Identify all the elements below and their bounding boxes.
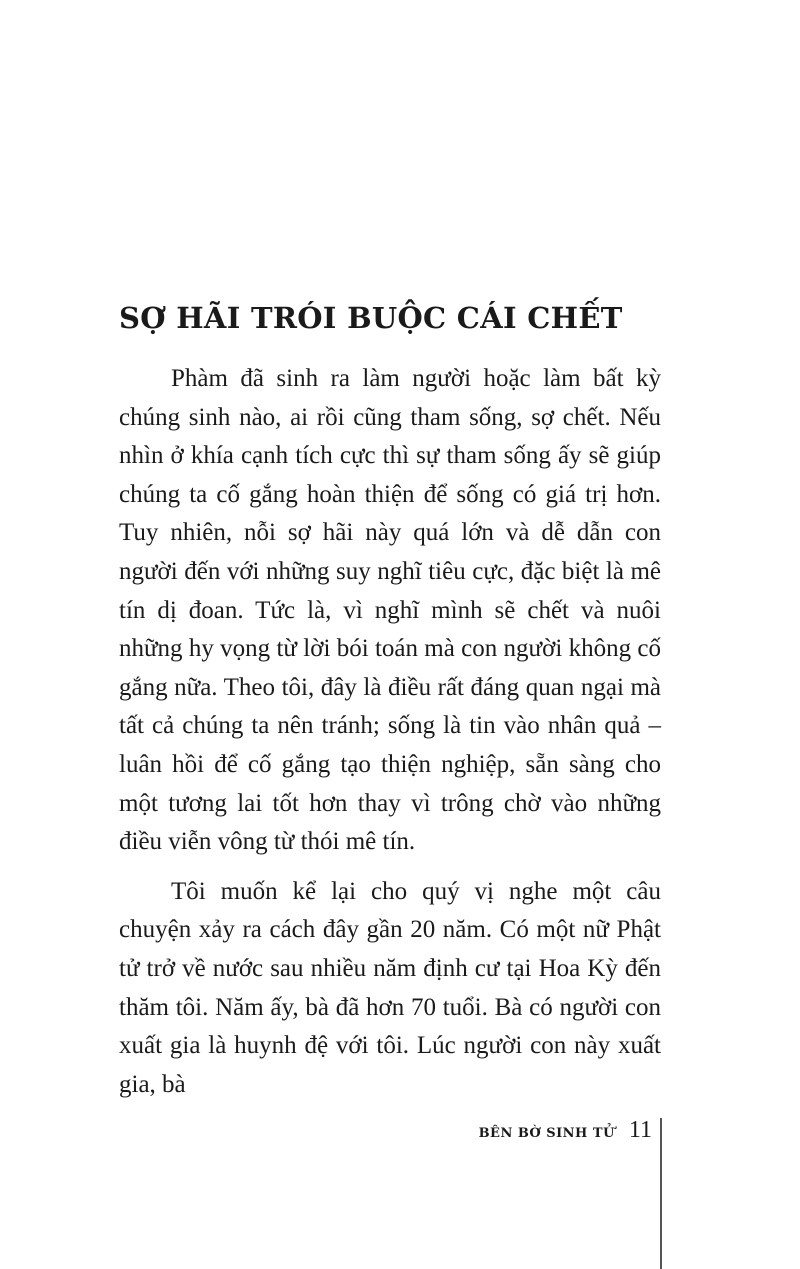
running-head: BÊN BỜ SINH TỬ [478, 1126, 615, 1141]
paragraph-1: Phàm đã sinh ra làm người hoặc làm bất kỳ chúng sinh nào, ai rồi cũng tham sống, sợ chết. Nếu nhìn ở khía cạnh tích cực thì sự tham sống ấy sẽ giúp chúng ta cố gắng hoàn thiện để sống có giá trị hơn. Tuy nhiên, nỗi sợ hãi này quá lớn và dễ dẫn con người đến với những suy nghĩ tiêu cực, đặc biệt là mê tín dị đoan. Tức là, vì nghĩ mình sẽ chết và nuôi những hy vọng từ lời bói toán mà con người không cố gắng nữa. Theo tôi, đây là điều rất đáng quan ngại mà tất cả chúng ta nên tránh; sống là tin vào nhân quả – luân hồi để cố gắng tạo thiện nghiệp, sẵn sàng cho một tương lai tốt hơn thay vì trông chờ vào những điều viễn vông từ thói mê tín. [119, 365, 661, 856]
page-footer [479, 1117, 652, 1144]
body-text [119, 360, 661, 1104]
page-number: 11 [628, 1117, 652, 1143]
chapter-title: SỢ HÃI TRÓI BUỘC CÁI CHẾT [119, 301, 623, 335]
paragraph-2: Tôi muốn kể lại cho quý vị nghe một câu chuyện xảy ra cách đây gần 20 năm. Có một nữ Phật tử trở về nước sau nhiều năm định cư tại Hoa Kỳ đến thăm tôi. Năm ấy, bà đã hơn 70 tuổi. Bà có người con xuất gia là huynh đệ với tôi. Lúc người con này xuất gia, bà [119, 877, 661, 1098]
vertical-rule [660, 1118, 662, 1269]
